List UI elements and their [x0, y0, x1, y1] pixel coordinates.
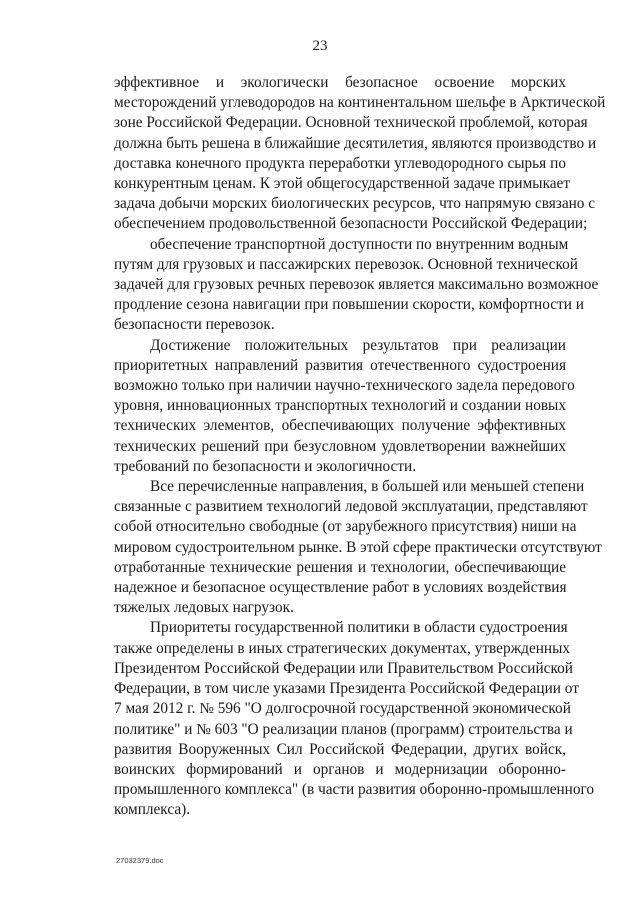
text-line: конкурентным ценам. К этой общегосударственной задаче примыкает	[114, 175, 571, 193]
text-line: зоне Российской Федерации. Основной технической проблемой, которая	[114, 114, 588, 132]
text-line: Достижение положительных результатов при реализации	[150, 336, 566, 354]
paragraph	[114, 235, 599, 336]
text-line: задача добычи морских биологических ресурсов, что напрямую связано с	[114, 195, 596, 213]
text-line: технических решений при безусловном удовлетворении важнейших	[114, 437, 566, 455]
text-line: эффективное и экологически безопасное освоение морских	[114, 74, 566, 91]
text-line: также определены в иных стратегических документах, утвержденных	[114, 639, 571, 657]
text-line: путям для грузовых и пассажирских перевозок. Основной технической	[114, 255, 578, 273]
file-reference: 27032379.doc	[116, 856, 164, 865]
text-line: воинских формирований и органов и модернизации оборонно-	[114, 760, 566, 778]
text-line: связанные с развитием технологий ледовой эксплуатации, представляют	[114, 498, 588, 516]
text-line: задачей для грузовых речных перевозок является максимально возможное	[114, 276, 599, 294]
text-line: политике" и № 603 "О реализации планов (программ) строительства и	[114, 720, 573, 738]
paragraph	[114, 73, 606, 235]
text-line: доставка конечного продукта переработки углеводородного сырья по	[114, 154, 566, 172]
text-line: 7 мая 2012 г. № 596 "О долгосрочной государственной экономической	[114, 700, 571, 718]
text-line: Приоритеты государственной политики в области судостроения	[150, 619, 568, 637]
paragraph	[114, 618, 595, 820]
text-line: месторождений углеводородов на континентальном шельфе в Арктической	[114, 94, 606, 112]
text-line: развития Вооруженных Сил Российской Федерации, других войск,	[114, 740, 566, 758]
text-line: обеспечение транспортной доступности по внутренним водным	[150, 235, 569, 253]
text-line: требований по безопасности и экологичности.	[114, 457, 417, 475]
text-line: приоритетных направлений развития отечественного судостроения	[114, 356, 566, 374]
text-line: Все перечисленные направления, в большей или меньшей степени	[150, 478, 585, 496]
document-body	[114, 73, 606, 821]
text-line: безопасности перевозок.	[114, 316, 275, 334]
text-line: должна быть решена в ближайшие десятилетия, являются производство и	[114, 134, 597, 152]
text-line: собой относительно свободные (от зарубежного присутствия) ниши на	[114, 518, 577, 536]
page-number: 23	[312, 38, 328, 54]
paragraph	[114, 336, 575, 477]
text-line: комплекса).	[114, 801, 191, 819]
text-line: технических элементов, обеспечивающих получение эффективных	[114, 417, 566, 435]
text-line: обеспечением продовольственной безопасности Российской Федерации;	[114, 215, 588, 233]
paragraph	[114, 477, 602, 618]
text-line: тяжелых ледовых нагрузок.	[114, 599, 294, 617]
text-line: продление сезона навигации при повышении скорости, комфортности и	[114, 296, 584, 314]
text-line: Федерации, в том числе указами Президента Российской Федерации от	[114, 680, 579, 698]
text-line: уровня, инновационных транспортных технологий и создании новых	[114, 397, 566, 415]
text-line: промышленного комплекса" (в части развития оборонно-промышленного	[114, 781, 595, 799]
text-line: мировом судостроительном рынке. В этой сфере практически отсутствуют	[114, 538, 602, 556]
text-line: отработанные технические решения и технологии, обеспечивающие	[114, 558, 566, 576]
text-line: Президентом Российской Федерации или Правительством Российской	[114, 659, 573, 677]
text-line: надежное и безопасное осуществление работ в условиях воздействия	[114, 579, 567, 597]
text-line: возможно только при наличии научно-технического задела передового	[114, 377, 575, 395]
